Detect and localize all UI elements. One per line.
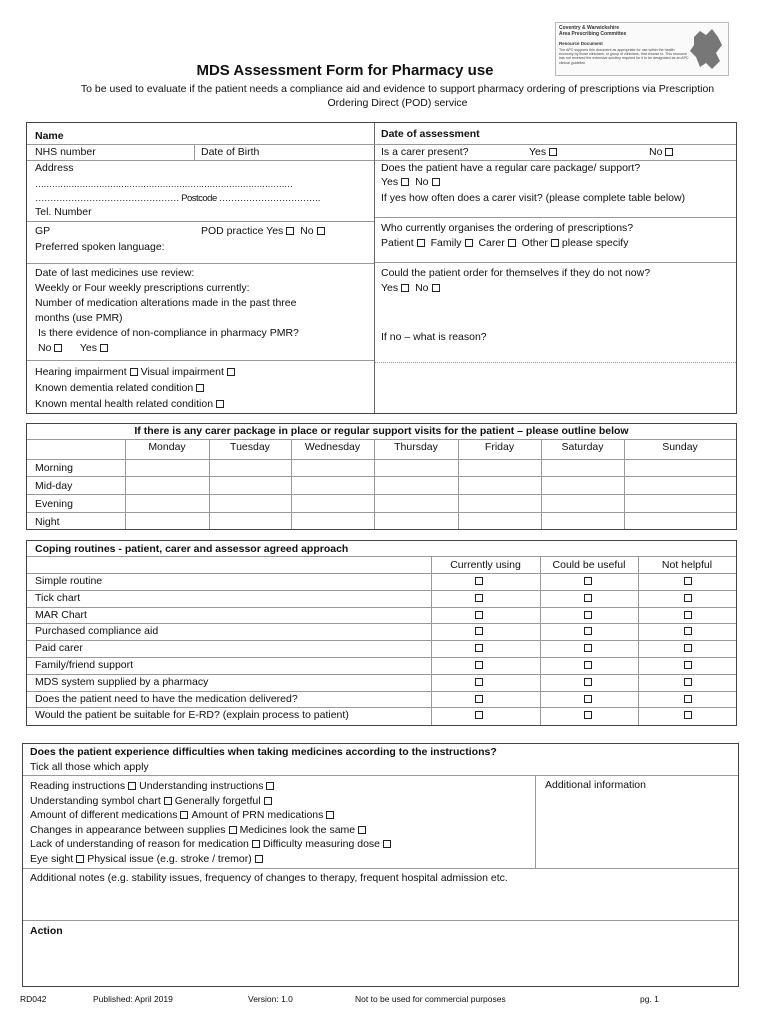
logo-org: Coventry & Warwickshire Area Prescribing Committee xyxy=(559,25,627,37)
coping-checkbox-useful[interactable] xyxy=(584,711,592,719)
coping-checkbox-useful[interactable] xyxy=(584,594,592,602)
address-line-1: ………………………………………………………………………………… xyxy=(35,179,293,189)
difficulty-checkbox[interactable] xyxy=(266,782,274,790)
difficulty-row xyxy=(30,809,337,822)
coping-heading: Coping routines - patient, carer and assessor agreed approach xyxy=(35,543,349,555)
coping-checkbox-not-helpful[interactable] xyxy=(684,711,692,719)
hearing-label: Hearing impairment xyxy=(35,366,127,378)
difficulty-checkbox[interactable] xyxy=(252,840,260,848)
who-organises-options xyxy=(381,237,628,250)
difficulty-label: Physical issue (e.g. stroke / tremor) xyxy=(87,853,252,865)
coping-row-label: Purchased compliance aid xyxy=(35,625,159,637)
could-order-yes-label: Yes xyxy=(381,282,399,294)
pod-practice-yes-label: POD practice Yes xyxy=(201,225,284,237)
dementia-label: Known dementia related condition xyxy=(35,382,194,394)
language-label: Preferred spoken language: xyxy=(35,241,165,253)
coping-row-label: Paid carer xyxy=(35,642,83,654)
coping-checkbox-useful[interactable] xyxy=(584,695,592,703)
difficulty-checkbox[interactable] xyxy=(180,811,188,819)
coping-checkbox-useful[interactable] xyxy=(584,627,592,635)
care-package-options xyxy=(381,176,443,189)
noncompliance-no-checkbox[interactable] xyxy=(54,344,62,352)
address-label: Address xyxy=(35,162,74,174)
day-header-saturday: Saturday xyxy=(561,441,604,453)
coping-checkbox-not-helpful[interactable] xyxy=(684,695,692,703)
nhs-number-label: NHS number xyxy=(35,146,96,158)
could-order-label: Could the patient order for themselves if they do not now? xyxy=(381,267,651,279)
day-header-thursday: Thursday xyxy=(394,441,438,453)
other-option-checkbox[interactable] xyxy=(551,239,559,247)
time-row-morning: Morning xyxy=(35,462,73,474)
difficulty-label: Lack of understanding of reason for medication xyxy=(30,838,249,851)
page-subtitle: To be used to evaluate if the patient needs a compliance aid and evidence to support pharmacy ordering of prescriptions via Prescription Ordering Direct (POD) service xyxy=(80,83,715,109)
coping-checkbox-not-helpful[interactable] xyxy=(684,611,692,619)
coping-checkbox-useful[interactable] xyxy=(584,678,592,686)
day-header-tuesday: Tuesday xyxy=(230,441,270,453)
date-of-birth-label: Date of Birth xyxy=(201,146,260,158)
patient-option-checkbox[interactable] xyxy=(417,239,425,247)
difficulty-checkbox[interactable] xyxy=(229,826,237,834)
who-organises-label: Who currently organises the ordering of prescriptions? xyxy=(381,222,634,234)
carer-present-no-label: No xyxy=(649,146,663,158)
time-row-night: Night xyxy=(35,516,60,528)
coping-checkbox-currently[interactable] xyxy=(475,661,483,669)
coping-checkbox-useful[interactable] xyxy=(584,577,592,585)
carer-option-label: Carer xyxy=(478,237,505,249)
if-no-reason-label: If no – what is reason? xyxy=(381,331,487,343)
coping-checkbox-currently[interactable] xyxy=(475,611,483,619)
time-row-evening: Evening xyxy=(35,498,73,510)
additional-notes-label: Additional notes (e.g. stability issues, frequency of changes to therapy, frequent hospital admission etc. xyxy=(30,872,508,884)
coping-checkbox-currently[interactable] xyxy=(475,627,483,635)
noncompliance-label: Is there evidence of non-compliance in pharmacy PMR? xyxy=(38,327,299,339)
day-header-wednesday: Wednesday xyxy=(304,441,361,453)
gp-label: GP xyxy=(35,225,51,237)
difficulty-checkbox[interactable] xyxy=(255,855,263,863)
coping-checkbox-currently[interactable] xyxy=(475,711,483,719)
hearing-visual xyxy=(35,366,238,379)
carer-present-yes-checkbox[interactable] xyxy=(549,148,557,156)
family-option-checkbox[interactable] xyxy=(465,239,473,247)
coping-row-label: Family/friend support xyxy=(35,659,134,671)
coping-checkbox-currently[interactable] xyxy=(475,577,483,585)
tel-number-label: Tel. Number xyxy=(35,206,92,218)
time-row-mid-day: Mid-day xyxy=(35,480,73,492)
carer-present-yes xyxy=(529,146,560,159)
carer-option-checkbox[interactable] xyxy=(508,239,516,247)
care-package-yes-label: Yes xyxy=(381,176,399,188)
difficulty-row xyxy=(30,780,277,793)
difficulty-checkbox[interactable] xyxy=(358,826,366,834)
schedule-heading: If there is any carer package in place or regular support visits for the patient – please outline below xyxy=(134,425,629,437)
please-specify-label: please specify xyxy=(561,237,629,249)
patient-option-label: Patient xyxy=(381,237,414,249)
pod-practice-no-checkbox[interactable] xyxy=(317,227,325,235)
coping-checkbox-useful[interactable] xyxy=(584,661,592,669)
coping-row-label: Tick chart xyxy=(35,592,81,604)
weekly-label: Weekly or Four weekly prescriptions currently: xyxy=(35,282,250,294)
noncompliance-yes-checkbox[interactable] xyxy=(100,344,108,352)
pod-practice-yes-checkbox[interactable] xyxy=(286,227,294,235)
footer-commercial: Not to be used for commercial purposes xyxy=(355,994,506,1004)
noncompliance-yes-label: Yes xyxy=(79,342,97,354)
mental-label: Known mental health related condition xyxy=(35,398,214,410)
name-label: Name xyxy=(35,130,64,142)
additional-information-label: Additional information xyxy=(545,779,646,791)
coping-checkbox-currently[interactable] xyxy=(475,678,483,686)
difficulty-label: Medicines look the same xyxy=(239,823,356,836)
mental-checkbox[interactable] xyxy=(216,400,224,408)
coping-col-useful: Could be useful xyxy=(552,559,626,571)
coping-checkbox-useful[interactable] xyxy=(584,644,592,652)
coping-row-label: Simple routine xyxy=(35,575,103,587)
alterations-label-cont: months (use PMR) xyxy=(35,312,123,324)
carer-present-no xyxy=(649,146,676,159)
difficulty-row xyxy=(30,853,266,866)
difficulty-row xyxy=(30,824,369,837)
logo-text: The APC supports this document as appropriate for use within the health economy by those clinicians, or group of clinicians, that choose to. This resource has not received the extensive scrutiny required for it to be designated as an APC clinical guideline. xyxy=(559,48,689,65)
coping-checkbox-not-helpful[interactable] xyxy=(684,627,692,635)
coping-col-currently: Currently using xyxy=(450,559,521,571)
tick-all-label: Tick all those which apply xyxy=(30,761,149,773)
coping-checkbox-useful[interactable] xyxy=(584,611,592,619)
difficulty-label: Generally forgetful xyxy=(174,794,261,807)
footer-version: Version: 1.0 xyxy=(248,994,293,1004)
coping-row-label: Does the patient need to have the medication delivered? xyxy=(35,693,298,705)
difficulty-label: Amount of different medications xyxy=(30,809,178,822)
day-header-monday: Monday xyxy=(148,441,186,453)
coping-checkbox-currently[interactable] xyxy=(475,594,483,602)
pod-practice xyxy=(201,225,328,238)
could-order-no-label: No xyxy=(415,282,429,294)
difficulty-label: Understanding symbol chart xyxy=(30,794,161,807)
difficulty-checkbox[interactable] xyxy=(326,811,334,819)
noncompliance-no-label: No xyxy=(38,342,52,354)
difficulty-checkbox[interactable] xyxy=(164,797,172,805)
visual-checkbox[interactable] xyxy=(227,368,235,376)
coping-checkbox-not-helpful[interactable] xyxy=(684,661,692,669)
alterations-label: Number of medication alterations made in the past three xyxy=(35,297,297,309)
address-line-2: ………………………………………… Postcode ……………………………. xyxy=(35,193,321,204)
care-package-label: Does the patient have a regular care package/ support? xyxy=(381,162,641,174)
difficulty-row xyxy=(30,838,394,851)
date-of-assessment-label: Date of assessment xyxy=(381,128,480,140)
page-title: MDS Assessment Form for Pharmacy use xyxy=(196,62,494,79)
coping-row-label: Would the patient be suitable for E-RD? (explain process to patient) xyxy=(35,709,349,721)
could-order-options xyxy=(381,282,443,295)
care-package-yes-checkbox[interactable] xyxy=(401,178,409,186)
day-header-friday: Friday xyxy=(484,441,515,453)
family-option-label: Family xyxy=(430,237,462,249)
dementia xyxy=(35,382,207,395)
difficulty-label: Understanding instructions xyxy=(139,780,264,792)
footer-code: RD042 xyxy=(20,994,47,1004)
care-package-no-checkbox[interactable] xyxy=(432,178,440,186)
mental-health xyxy=(35,398,227,411)
logo-doc-type: Resource Document xyxy=(559,41,603,46)
carer-visit-label: If yes how often does a carer visit? (please complete table below) xyxy=(381,192,686,204)
difficulty-checkbox[interactable] xyxy=(76,855,84,863)
could-order-yes-checkbox[interactable] xyxy=(401,284,409,292)
carer-present-yes-label: Yes xyxy=(529,146,547,158)
coping-row-label: MDS system supplied by a pharmacy xyxy=(35,676,209,688)
coping-col-not-helpful: Not helpful xyxy=(661,559,713,571)
other-option-label: Other xyxy=(521,237,548,249)
difficulty-checkbox[interactable] xyxy=(264,797,272,805)
hearing-checkbox[interactable] xyxy=(130,368,138,376)
difficulties-heading: Does the patient experience difficulties when taking medicines according to the instructions? xyxy=(30,746,497,758)
difficulty-label: Changes in appearance between supplies xyxy=(30,823,226,836)
last-review-label: Date of last medicines use review: xyxy=(35,267,195,279)
visual-label: Visual impairment xyxy=(140,366,224,378)
footer-page: pg. 1 xyxy=(640,994,659,1004)
coping-checkbox-currently[interactable] xyxy=(475,695,483,703)
coping-checkbox-not-helpful[interactable] xyxy=(684,644,692,652)
difficulty-row xyxy=(30,795,275,808)
footer-published: Published: April 2019 xyxy=(93,994,173,1004)
difficulty-label: Reading instructions xyxy=(30,780,126,792)
coping-checkbox-not-helpful[interactable] xyxy=(684,577,692,585)
noncompliance-options xyxy=(38,342,111,355)
difficulty-label: Eye sight xyxy=(30,853,74,865)
warwickshire-map-icon xyxy=(686,27,726,71)
care-package-no-label: No xyxy=(415,176,429,188)
dementia-checkbox[interactable] xyxy=(196,384,204,392)
carer-present-no-checkbox[interactable] xyxy=(665,148,673,156)
coping-checkbox-currently[interactable] xyxy=(475,644,483,652)
coping-checkbox-not-helpful[interactable] xyxy=(684,594,692,602)
carer-present-label: Is a carer present? xyxy=(381,146,469,158)
difficulty-checkbox[interactable] xyxy=(383,840,391,848)
action-label: Action xyxy=(30,925,63,937)
day-header-sunday: Sunday xyxy=(662,441,698,453)
coping-row-label: MAR Chart xyxy=(35,609,87,621)
coping-checkbox-not-helpful[interactable] xyxy=(684,678,692,686)
pod-practice-no-label: No xyxy=(300,225,314,237)
could-order-no-checkbox[interactable] xyxy=(432,284,440,292)
difficulty-label: Difficulty measuring dose xyxy=(262,838,381,851)
difficulty-label: Amount of PRN medications xyxy=(191,809,324,822)
difficulty-checkbox[interactable] xyxy=(128,782,136,790)
